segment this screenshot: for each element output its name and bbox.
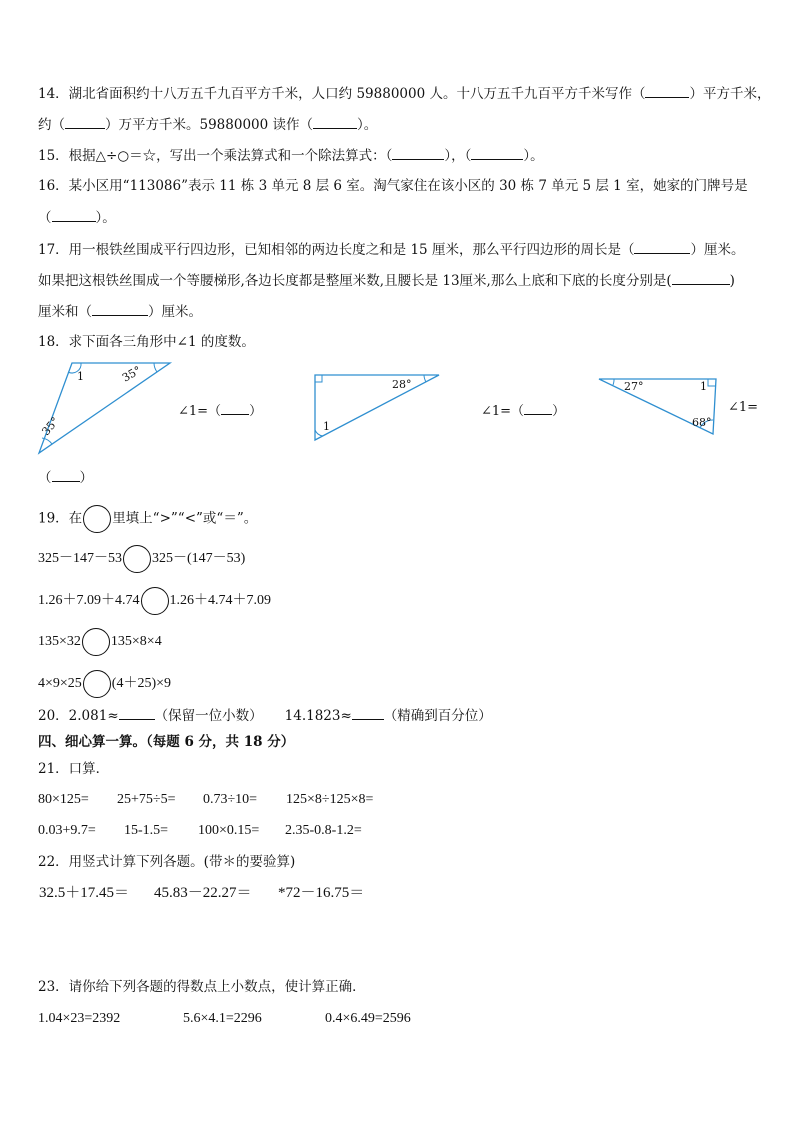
q19-answer-circle-4[interactable]: [83, 670, 111, 698]
q17-blank-3[interactable]: [92, 302, 148, 316]
q15-blank-2[interactable]: [471, 146, 523, 160]
q15-line: 15．根据△÷○＝☆，写出一个乘法算式和一个除法算式：（ ），（ ）。: [38, 148, 544, 164]
q16-line1: 16．某小区用“113086”表示 11 栋 3 单元 8 层 6 室。淘气家住在该小区的 30 栋 7 单元 5 层 1 室，她家的门牌号是: [38, 178, 748, 194]
triangle-3-right-angle-mark: [708, 379, 715, 386]
q19-circle-icon: [83, 505, 111, 533]
q15-blank-1[interactable]: [392, 146, 444, 160]
triangle-2-shape: [315, 375, 439, 440]
triangle-2-angle-label: 1: [323, 420, 330, 433]
triangle-3-angle-label: 1: [700, 380, 707, 393]
q23-title: 23．请你给下列各题的得数点上小数点，使计算正确．: [38, 979, 366, 995]
triangle-3: [596, 376, 720, 438]
q18-answer-3-cont: （ ）: [38, 470, 93, 486]
q19-row-1: 325－147－53 325－(147－53): [38, 545, 245, 573]
triangle-3-bottom-angle: 68°: [692, 416, 712, 429]
q14-line2: 约（ ）万平方千米。59880000 读作（ ）。: [38, 117, 378, 133]
q14-blank-1[interactable]: [645, 84, 689, 98]
q19-title: 19．在 里填上“>”“<”或“＝”。: [38, 505, 257, 533]
q18-answer-2: ∠1=（ ）: [481, 400, 565, 419]
q22-title: 22．用竖式计算下列各题。(带＊的要验算): [38, 854, 296, 870]
q21-title: 21．口算．: [38, 761, 110, 777]
triangle-2-arc-bottom: [315, 430, 323, 436]
q18-answer-1: ∠1=（ ）: [178, 400, 262, 419]
q16-blank[interactable]: [52, 208, 96, 222]
q14-blank-3[interactable]: [313, 115, 357, 129]
q18-answer-3: ∠1=: [728, 400, 759, 415]
q14-line1: 14．湖北省面积约十八万五千九百平方千米，人口约 59880000 人。十八万五千九百平方千米写作（ ）平方千米，: [38, 86, 771, 102]
section-4-heading: 四、细心算一算。（每题 6 分，共 18 分）: [38, 734, 295, 750]
triangle-1-angle-label: 1: [77, 370, 84, 383]
triangle-1-bottom-angle: 35°: [39, 414, 62, 438]
q18-blank-1[interactable]: [221, 401, 249, 415]
q17-blank-2[interactable]: [672, 271, 730, 285]
q20-line: 20．2.081≈ （保留一位小数） 14.1823≈ （精确到百分位）: [38, 708, 492, 724]
triangle-1-top-angle: 35°: [120, 363, 144, 385]
q19-row-2: 1.26＋7.09＋4.74 1.26＋4.74＋7.09: [38, 587, 271, 615]
triangle-2-arc-right: [424, 375, 426, 382]
q20-blank-1[interactable]: [119, 706, 155, 720]
triangle-2: [312, 372, 442, 444]
q19-row-3: 135×32 135×8×4: [38, 628, 162, 656]
q18-blank-3[interactable]: [52, 468, 80, 482]
triangle-3-arc-left: [613, 379, 614, 385]
q19-answer-circle-2[interactable]: [141, 587, 169, 615]
q14-blank-2[interactable]: [65, 115, 105, 129]
q17-line2: 如果把这根铁丝围成一个等腰梯形,各边长度都是整厘米数,且腰长是 13厘米,那么上底和下底的长度分别是( ): [38, 273, 735, 289]
q18-title: 18．求下面各三角形中∠1 的度数。: [38, 334, 255, 350]
q17-line1: 17．用一根铁丝围成平行四边形，已知相邻的两边长度之和是 15 厘米，那么平行四边形的周长是（ ）厘米。: [38, 242, 745, 258]
triangle-1-shape: [39, 363, 170, 453]
triangle-1-arc-right: [154, 363, 157, 372]
q19-answer-circle-3[interactable]: [82, 628, 110, 656]
q19-row-4: 4×9×25 (4＋25)×9: [38, 670, 171, 698]
q18-blank-2[interactable]: [524, 401, 552, 415]
q16-line2: （ ）。: [38, 210, 116, 226]
q17-line3: 厘米和（ ）厘米。: [38, 304, 202, 320]
triangle-2-top-angle: 28°: [392, 378, 412, 391]
triangle-1: [36, 360, 176, 456]
q20-blank-2[interactable]: [352, 706, 384, 720]
q19-answer-circle-1[interactable]: [123, 545, 151, 573]
triangle-3-left-angle: 27°: [624, 380, 644, 393]
triangle-2-right-angle-mark: [315, 375, 322, 382]
q17-blank-1[interactable]: [634, 240, 690, 254]
